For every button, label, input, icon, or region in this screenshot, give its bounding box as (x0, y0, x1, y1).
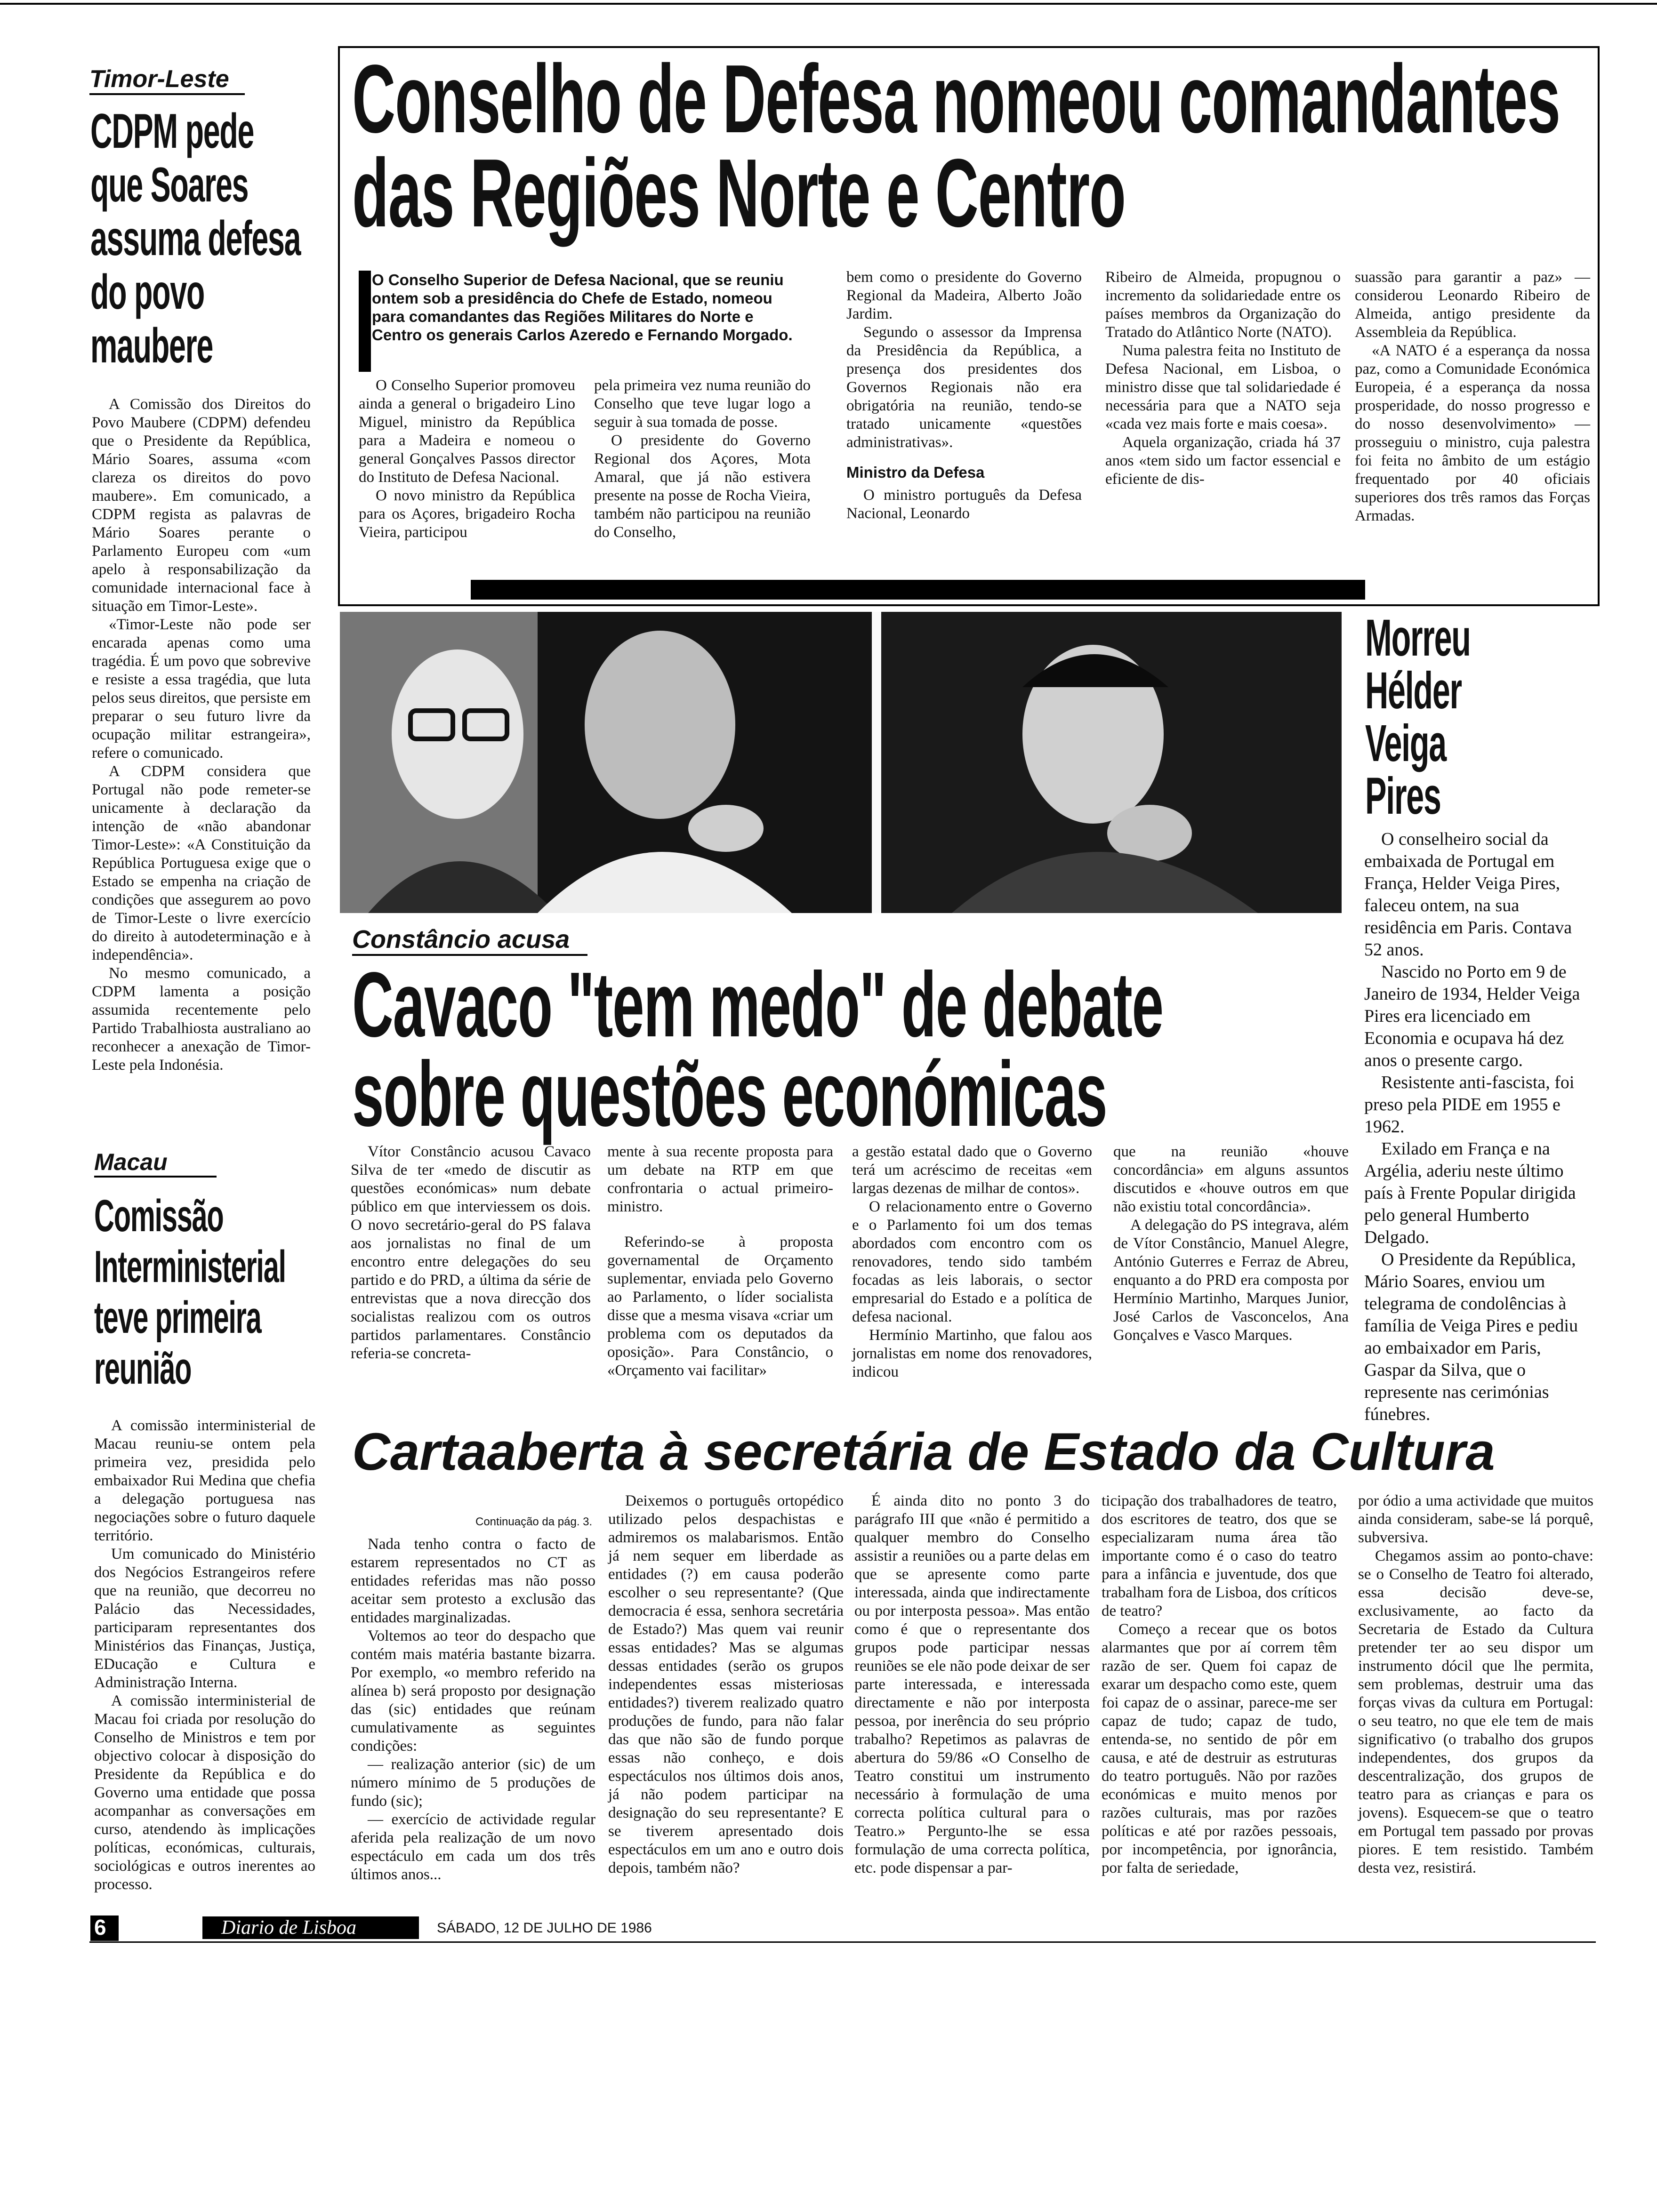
defesa-lead-bar (359, 271, 371, 372)
defesa-paragraph: O Conselho Superior promoveu ainda a general o brigadeiro Lino Miguel, ministro da República para a Madeira e nomeou o general Gonçalves Passos director do Instituto de Defesa Nacional. (359, 377, 575, 486)
carta-paragraph: ticipação dos trabalhadores de teatro, dos escritores de teatro, dos que se especializaram numa área tão importante como é o caso do teatro para a infância e juventude, dos que trabalham fora de Lisboa, dos críticos de teatro? (1102, 1492, 1337, 1619)
cavaco-column-2 (607, 1143, 833, 1380)
cavaco-paragraph: A delegação do PS integrava, além de Vítor Constâncio, Manuel Alegre, António Guterres e Ferraz de Abreu, enquanto a do PRD era composta por Hermínio Martinho, Marques Junior, José Carlos de Vasconcelos, Ana Gonçalves e Vasco Marques. (1113, 1217, 1349, 1344)
carta-column-5 (1358, 1492, 1593, 1877)
cavaco-headline-line: sobre questões económicas (352, 1042, 1107, 1146)
veiga-headline-line: Morreu (1365, 609, 1471, 667)
cavaco-paragraph: Hermínio Martinho, que falou aos jornalistas em nome dos renovadores, indicou (852, 1327, 1092, 1380)
footer-rule (89, 1941, 1596, 1943)
defesa-paragraph: O ministro português da Defesa Nacional, Leonardo (846, 487, 1082, 522)
news-photo (340, 612, 1342, 913)
veiga-paragraph: Nascido no Porto em 9 de Janeiro de 1934, Helder Veiga Pires era licenciado em Economia e ocupava há dez anos o presente cargo. (1364, 962, 1580, 1070)
macau-article-body (94, 1417, 315, 1894)
defesa-paragraph: Numa palestra feita no Instituto de Defesa Nacional, em Lisboa, o ministro disse que tal solidariedade é necessária para que a NATO seja «cada vez mais forte e mais coesa». (1105, 342, 1341, 433)
timor-paragraph: A Comissão dos Direitos do Povo Maubere (CDPM) defendeu que o Presidente da República, Mário Soares, assuma «com clareza os direitos do povo maubere». Em comunicado, a CDPM regista as palavras de Mário Soares perante o Parlamento Europeu com «um apelo à responsabilização da comunidade internacional face à situação em Timor-Leste». (92, 396, 311, 615)
section-label-macau: Macau (94, 1148, 217, 1178)
defesa-column-5 (1355, 268, 1590, 525)
timor-headline (90, 104, 301, 373)
timor-headline-line: do povo (90, 265, 205, 320)
carta-column-3 (854, 1492, 1090, 1877)
defesa-column-1 (359, 377, 575, 542)
veiga-headline-line: Hélder (1365, 662, 1462, 720)
defesa-paragraph: «A NATO é a esperança da nossa paz, como a Comunidade Económica Europeia, é a esperança da nossa prosperidade, do nosso progresso e do nosso desenvolvimento» — prosseguiu o ministro, cuja palestra foi feita no âmbito de um estágio frequentado por 40 oficiais superiores dos três ramos das Forças Armadas. (1355, 342, 1590, 524)
macau-headline-line: teve primeira (94, 1292, 261, 1343)
macau-paragraph: A comissão interministerial de Macau foi criada por resolução do Conselho de Ministros e tem por objectivo colocar à disposição do Presidente da República e do Governo uma entidade que possa acompanhar as conversações em curso, atendendo às implicações políticas, económicas, culturais, sociológicas e outros inerentes ao processo. (94, 1692, 315, 1893)
carta-column-1 (351, 1535, 595, 1884)
cavaco-column-1 (351, 1143, 591, 1363)
carta-column-4 (1102, 1492, 1337, 1877)
timor-headline-line: assuma defesa (90, 211, 301, 266)
macau-headline-line: Interministerial (94, 1242, 286, 1292)
veiga-paragraph: O Presidente da República, Mário Soares, enviou um telegrama de condolências à família de Veiga Pires e pediu ao embaixador em Paris, Gaspar da Silva, que o represente nas cerimónias fúnebres. (1364, 1250, 1578, 1424)
macau-paragraph: Um comunicado do Ministério dos Negócios Estrangeiros refere que na reunião, que decorreu no Palácio das Necessidades, participaram representantes dos Ministérios das Finanças, Justiça, EDucação e Cultura e Administração Interna. (94, 1546, 315, 1691)
cavaco-paragraph: Referindo-se à proposta governamental de Orçamento suplementar, enviada pelo Governo ao Parlamento, o líder socialista disse que a mesma visava «criar um problema com os deputados da oposição». Para Constâncio, o «Orçamento vai facilitar» (607, 1234, 833, 1379)
defesa-paragraph: Aquela organização, criada há 37 anos «tem sido um factor essencial e eficiente de dis- (1105, 434, 1341, 488)
macau-paragraph: A comissão interministerial de Macau reuniu-se ontem pela primeira vez, presidida pelo embaixador Rui Medina que chefia a delegação portuguesa nas negociações sobre o futuro daquele território. (94, 1417, 315, 1544)
timor-paragraph: «Timor-Leste não pode ser encarada apenas como uma tragédia. É um povo que sobrevive e resiste a essa tragédia, que luta pelos seus direitos, que persiste em preparar o seu futuro livre da ocupação militar estrangeira», refere o comunicado. (92, 616, 311, 761)
carta-paragraph: — realização anterior (sic) de um número mínimo de 5 produções de fundo (sic); (351, 1756, 595, 1810)
timor-headline-line: que Soares (90, 158, 249, 212)
macau-headline (94, 1191, 320, 1394)
carta-headline: Cartaaberta à secretária de Estado da Cultura (352, 1422, 1495, 1481)
page-number: 6 (94, 1915, 106, 1940)
kicker-constancio: Constâncio acusa (352, 925, 587, 956)
carta-paragraph: Começo a recear que os botos alarmantes que por aí correm têm razão de ser. Quem foi capaz de exarar um despacho como este, quem foi capaz de o assinar, parece-me ser capaz de tudo; capaz de tudo, entenda-se, no sentido de pôr em causa, e até de destruir as estruturas do teatro português. Não por razões económicas e muito menos por razões culturais, mas por razões políticas e até por razões pessoais, por incompetência, por ignorância, por falta de seriedade, (1102, 1621, 1337, 1876)
macau-headline-line: Comissão (94, 1191, 224, 1241)
cavaco-headline (352, 953, 1364, 1146)
defesa-paragraph: O presidente do Governo Regional dos Açores, Mota Amaral, que já não estivera presente na posse de Rocha Vieira, também não participou na reunião do Conselho, (594, 432, 811, 541)
defesa-subhead: Ministro da Defesa (846, 464, 985, 481)
veiga-article-body (1364, 828, 1591, 1426)
carta-paragraph: É ainda dito no ponto 3 do parágrafo III que «não é permitido a qualquer membro do Conselho assistir a reuniões ou a parte delas em que se apresente como parte interessada, ainda que indirectamente ou por interposta pessoa». Mas então como é que o representante dos grupos pode participar nessas reuniões se ele não pode deixar de ser parte interessada, e interessada directamente e não por interposta pessoa, por inerência do seu próprio trabalho? Repetimos as palavras de abertura do 59/86 «O Conselho de Teatro constitui um instrumento necessário à formulação de uma correcta política cultural para o Teatro.» Pergunto-lhe se essa formulação de uma correcta política, etc. pode dispensar a par- (854, 1492, 1090, 1876)
cavaco-paragraph: a gestão estatal dado que o Governo terá um acréscimo de receitas «em largas dezenas de milhar de contos». (852, 1143, 1092, 1197)
defesa-column-4 (1105, 268, 1341, 489)
macau-headline-line: reunião (94, 1343, 192, 1394)
carta-paragraph: por ódio a uma actividade que muitos ainda consideram, sabe-se lá porquê, subversiva. (1358, 1492, 1593, 1546)
issue-date: SÁBADO, 12 DE JULHO DE 1986 (437, 1920, 652, 1936)
cavaco-headline-line: Cavaco "tem medo" de debate (352, 953, 1163, 1056)
defesa-paragraph: O novo ministro da República para os Açores, brigadeiro Rocha Vieira, participou (359, 487, 575, 541)
defesa-column-3 (846, 268, 1082, 523)
top-rule (0, 3, 1657, 5)
defesa-headline (352, 45, 1576, 247)
defesa-column-2 (594, 377, 811, 542)
timor-paragraph: A CDPM considera que Portugal não pode remeter-se unicamente à declaração da intenção de «não abandonar Timor-Leste»: «A Constituição da República Portuguesa exige que o Estado se empenha na criação de condições que assegurem ao povo de Timor-Leste o livre exercício do direito à autodeterminação e à independência». (92, 763, 311, 963)
carta-continuation: Continuação da pág. 3. (475, 1515, 593, 1528)
photo-illustration (340, 612, 1342, 913)
timor-headline-line: CDPM pede (90, 104, 254, 159)
defesa-headline-line: Conselho de Defesa nomeou comandantes (352, 45, 1560, 153)
defesa-paragraph: suassão para garantir a paz» — considerou Leonardo Ribeiro de Almeida, antigo presidente da Assembleia da República. (1355, 269, 1590, 341)
cavaco-paragraph: O relacionamento entre o Governo e o Parlamento foi um dos temas abordados com encontro com os renovadores, tendo sido também focadas as leis laborais, o sector empresarial do Estado e a política de defesa nacional. (852, 1198, 1092, 1325)
cavaco-column-3 (852, 1143, 1092, 1381)
defesa-headline-line: das Regiões Norte e Centro (352, 139, 1126, 247)
defesa-paragraph: Segundo o assessor da Imprensa da Presidência da República, a presença dos presidentes dos Governos Regionais não era obrigatória na reunião, tendo-se tratado unicamente «questões administrativas». (846, 324, 1082, 451)
carta-column-2 (608, 1492, 844, 1877)
masthead: Diario de Lisboa (221, 1917, 357, 1939)
cavaco-paragraph: Vítor Constâncio acusou Cavaco Silva de ter «medo de discutir as questões económicas» num debate público em que interviessem os dois. O novo secretário-geral do PS falava aos jornalistas no final de um encontro entre delegações do seu partido e do PRD, a última da série de entrevistas que a nova direcção dos socialistas realizou com os outros partidos parlamentares. Constâncio referia-se concreta- (351, 1143, 591, 1362)
veiga-paragraph: O conselheiro social da embaixada de Portugal em França, Helder Veiga Pires, faleceu ontem, na sua residência em Paris. Contava 52 anos. (1364, 829, 1572, 960)
defesa-lead: O Conselho Superior de Defesa Nacional, que se reuniu ontem sob a presidência do Chefe de Estado, nomeou para comandantes das Regiões Militares do Norte e Centro os generais Carlos Azeredo e Fernando Morgado. (372, 271, 793, 344)
carta-paragraph: Voltemos ao teor do despacho que contém mais matéria bastante bizarra. Por exemplo, «o membro referido na alínea b) será proposto por designação das (sic) entidades que reúnam cumulativamente as seguintes condições: (351, 1627, 595, 1755)
carta-paragraph: — exercício de actividade regular aferida pela realização de um novo espectáculo em cada um dos três últimos anos... (351, 1811, 595, 1883)
cavaco-column-4 (1113, 1143, 1349, 1345)
cavaco-paragraph: mente à sua recente proposta para um debate na RTP em que confrontaria o actual primeiro-ministro. (607, 1143, 833, 1215)
veiga-headline-line: Pires (1365, 767, 1441, 825)
veiga-paragraph: Exilado em França e na Argélia, aderiu neste último país à Frente Popular dirigida pelo general Humberto Delgado. (1364, 1139, 1576, 1247)
timor-article-body (92, 395, 311, 1074)
cavaco-paragraph: que na reunião «houve concordância» em alguns assuntos discutidos e «houve outros em que não existiu total concordância». (1113, 1143, 1349, 1215)
defesa-paragraph: bem como o presidente do Governo Regional da Madeira, Alberto João Jardim. (846, 269, 1082, 322)
defesa-bottom-bar (471, 580, 1365, 600)
veiga-headline (1365, 609, 1563, 825)
defesa-paragraph: Ribeiro de Almeida, propugnou o incremento da solidariedade entre os países membros da Organização do Tratado do Atlântico Norte (NATO). (1105, 269, 1341, 341)
carta-paragraph: Deixemos o português ortopédico utilizado pelos despachistas e admiremos os malabarismos. Então já nem sequer em liberdade as entidades (?) em causa poderão escolher o seu representante? (Que democracia é essa, senhora secretária de Estado?) Mas quem vai reunir essas entidades? Mas se algumas dessas entidades (serão os grupos independentes essas misteriosas entidades?) tiverem realizado quatro produções de fundo, para não falar das que não são de fundo porque essas não conheço, e dois espectáculos nos últimos dois anos, já não podem participar na designação do seu representante? E se tiverem apresentado dois espectáculos em um ano e outro dois depois, também não? (608, 1492, 844, 1876)
carta-paragraph: Chegamos assim ao ponto-chave: se o Conselho de Teatro foi alterado, essa decisão deve-se, exclusivamente, ao facto da Secretaria de Estado da Cultura pretender ter ao seu dispor um instrumento dócil que lhe permita, sem problemas, destruir uma das forças vivas da cultura em Portugal: o seu teatro, no que ele tem de mais significativo (o trabalho dos grupos independentes, dos grupos da descentralização, dos grupos de teatro para as crianças e para os jovens). Esquecem-se que o teatro em Portugal tem passado por provas piores. E tem resistido. Também desta vez, resistirá. (1358, 1547, 1593, 1876)
timor-paragraph: No mesmo comunicado, a CDPM lamenta a posição assumida recentemente pelo Partido Trabalhiosta australiano ao reconhecer a anexação de Timor-Leste pela Indonésia. (92, 965, 311, 1074)
defesa-paragraph: pela primeira vez numa reunião do Conselho que teve lugar logo a seguir à sua tomada de posse. (594, 377, 811, 431)
carta-paragraph: Nada tenho contra o facto de estarem representados no CT as entidades referidas mas não posso aceitar sem protesto a exclusão das entidades marginalizadas. (351, 1536, 595, 1626)
veiga-headline-line: Veiga (1365, 714, 1447, 772)
section-label-timor: Timor-Leste (89, 65, 245, 95)
timor-headline-line: maubere (90, 319, 213, 373)
veiga-paragraph: Resistente anti-fascista, foi preso pela PIDE em 1955 e 1962. (1364, 1073, 1575, 1137)
